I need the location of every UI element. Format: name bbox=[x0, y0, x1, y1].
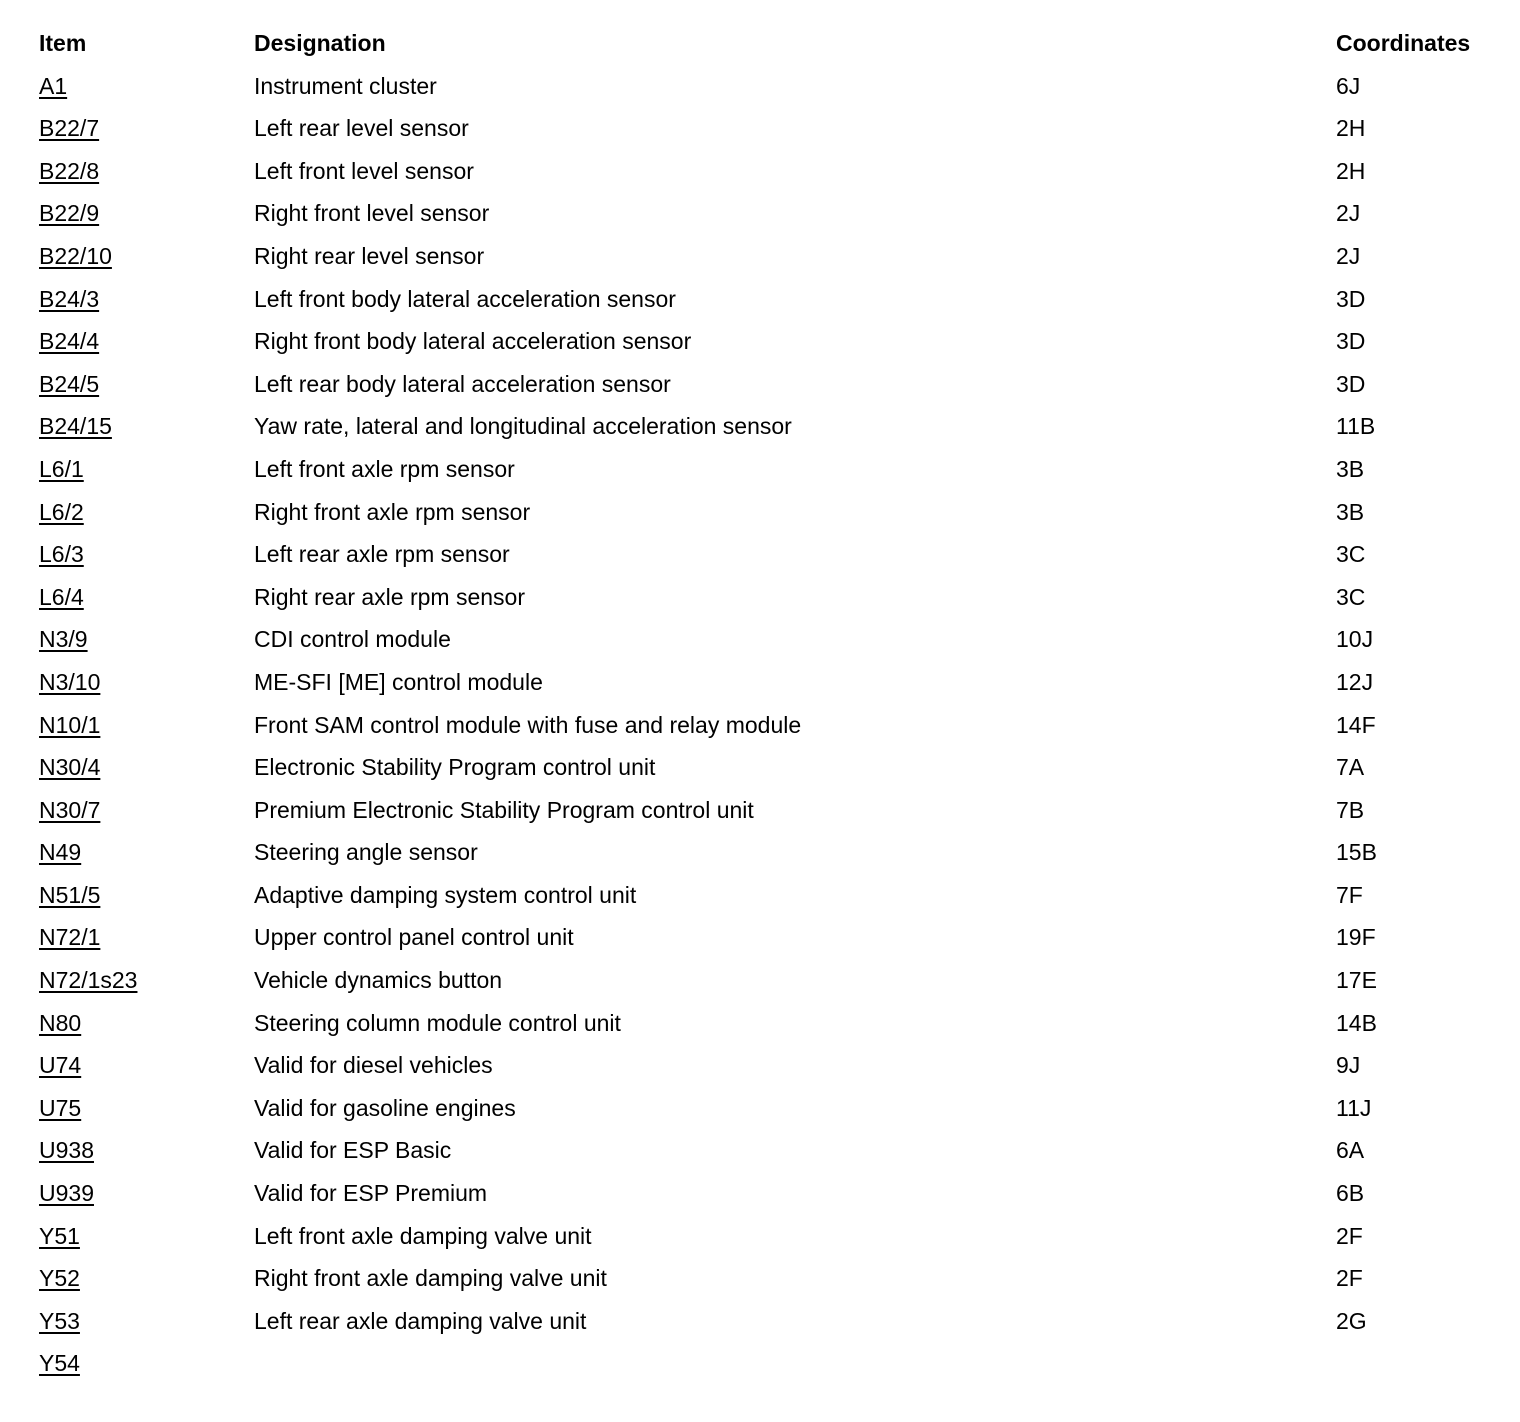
item-link[interactable]: B22/10 bbox=[39, 242, 112, 269]
table-row bbox=[0, 320, 1520, 363]
item-link[interactable]: N51/5 bbox=[39, 881, 101, 908]
table-row bbox=[0, 1129, 1520, 1172]
coordinates-text: 7B bbox=[1336, 796, 1365, 823]
designation-text: Left rear axle damping valve unit bbox=[254, 1307, 587, 1334]
designation-text: Left rear axle rpm sensor bbox=[254, 541, 510, 568]
coordinates-text: 14F bbox=[1336, 711, 1376, 738]
coordinates-text: 2G bbox=[1336, 1307, 1367, 1334]
designation-text: Right rear level sensor bbox=[254, 242, 485, 269]
designation-text: Valid for ESP Premium bbox=[254, 1180, 488, 1207]
designation-text: Electronic Stability Program control unit bbox=[254, 754, 656, 781]
item-link[interactable]: B22/8 bbox=[39, 157, 100, 184]
designation-text: Premium Electronic Stability Program control unit bbox=[254, 796, 754, 823]
item-link[interactable]: B22/9 bbox=[39, 200, 100, 227]
table-row bbox=[0, 831, 1520, 874]
item-link[interactable]: U75 bbox=[39, 1094, 82, 1121]
item-link[interactable]: U938 bbox=[39, 1137, 94, 1164]
coordinates-text: 11J bbox=[1336, 1094, 1372, 1121]
designation-text: Front SAM control module with fuse and relay module bbox=[254, 711, 802, 738]
item-link[interactable]: B24/4 bbox=[39, 328, 100, 355]
designation-text: Adaptive damping system control unit bbox=[254, 881, 637, 908]
coordinates-text: 3B bbox=[1336, 498, 1365, 525]
table-row bbox=[0, 1300, 1520, 1343]
coordinates-text: 11B bbox=[1336, 413, 1376, 440]
table-row bbox=[0, 1002, 1520, 1045]
item-link[interactable]: B24/15 bbox=[39, 413, 112, 440]
table-row bbox=[0, 1257, 1520, 1300]
item-link[interactable]: N3/9 bbox=[39, 626, 88, 653]
coordinates-text: 14B bbox=[1336, 1009, 1377, 1036]
table-row bbox=[0, 746, 1520, 789]
table-row bbox=[0, 661, 1520, 704]
item-link[interactable]: L6/3 bbox=[39, 541, 84, 568]
table-row bbox=[0, 874, 1520, 917]
coordinates-text: 3C bbox=[1336, 541, 1366, 568]
table-row bbox=[0, 65, 1520, 108]
item-link[interactable]: L6/4 bbox=[39, 583, 84, 610]
coordinates-text: 2F bbox=[1336, 1265, 1363, 1292]
table-row bbox=[0, 1087, 1520, 1130]
table-row bbox=[0, 1172, 1520, 1215]
designation-text: Right front level sensor bbox=[254, 200, 490, 227]
coordinates-text: 2H bbox=[1336, 157, 1366, 184]
designation-text: Left rear body lateral acceleration sensor bbox=[254, 370, 671, 397]
table-body bbox=[0, 65, 1520, 1385]
coordinates-text: 10J bbox=[1336, 626, 1374, 653]
item-link[interactable]: L6/2 bbox=[39, 498, 84, 525]
item-link[interactable]: Y54 bbox=[39, 1350, 80, 1377]
coordinates-text: 3D bbox=[1336, 328, 1366, 355]
table-row bbox=[0, 405, 1520, 448]
item-link[interactable]: U939 bbox=[39, 1180, 94, 1207]
header-coordinates: Coordinates bbox=[1336, 30, 1471, 56]
table-row bbox=[0, 1044, 1520, 1087]
coordinates-text: 9J bbox=[1336, 1052, 1361, 1079]
designation-text: Right rear axle rpm sensor bbox=[254, 583, 525, 610]
designation-text: Steering column module control unit bbox=[254, 1009, 621, 1036]
designation-text: Valid for gasoline engines bbox=[254, 1094, 516, 1121]
coordinates-text: 2H bbox=[1336, 115, 1366, 142]
coordinates-text: 7F bbox=[1336, 881, 1363, 908]
table-row bbox=[0, 278, 1520, 321]
coordinates-text: 19F bbox=[1336, 924, 1376, 951]
table-row bbox=[0, 576, 1520, 619]
coordinates-text: 3C bbox=[1336, 583, 1366, 610]
item-link[interactable]: N80 bbox=[39, 1009, 82, 1036]
coordinates-text: 3D bbox=[1336, 285, 1366, 312]
item-link[interactable]: B24/5 bbox=[39, 370, 100, 397]
coordinates-text: 6A bbox=[1336, 1137, 1365, 1164]
table-header-row bbox=[0, 22, 1520, 65]
designation-text: Valid for ESP Basic bbox=[254, 1137, 452, 1164]
table-row bbox=[0, 1342, 1520, 1385]
designation-text: Right front axle rpm sensor bbox=[254, 498, 531, 525]
designation-text: Left front level sensor bbox=[254, 157, 474, 184]
coordinates-text: 2F bbox=[1336, 1222, 1363, 1249]
coordinates-text: 7A bbox=[1336, 754, 1365, 781]
designation-text: Left front axle rpm sensor bbox=[254, 455, 515, 482]
coordinates-text: 6J bbox=[1336, 72, 1361, 99]
designation-text: ME-SFI [ME] control module bbox=[254, 668, 543, 695]
component-legend-table bbox=[0, 22, 1520, 1385]
designation-text: CDI control module bbox=[254, 626, 451, 653]
item-link[interactable]: Y51 bbox=[39, 1222, 80, 1249]
table-row bbox=[0, 789, 1520, 832]
table-row bbox=[0, 618, 1520, 661]
table-row bbox=[0, 192, 1520, 235]
coordinates-text: 3B bbox=[1336, 455, 1365, 482]
table-row bbox=[0, 363, 1520, 406]
item-link[interactable]: B22/7 bbox=[39, 115, 100, 142]
item-link[interactable]: A1 bbox=[39, 72, 68, 99]
coordinates-text: 15B bbox=[1336, 839, 1377, 866]
coordinates-text: 3D bbox=[1336, 370, 1366, 397]
item-link[interactable]: U74 bbox=[39, 1052, 82, 1079]
coordinates-text: 17E bbox=[1336, 967, 1377, 994]
table-row bbox=[0, 448, 1520, 491]
designation-text: Right front body lateral acceleration sensor bbox=[254, 328, 692, 355]
item-link[interactable]: N3/10 bbox=[39, 668, 101, 695]
designation-text: Left front axle damping valve unit bbox=[254, 1222, 592, 1249]
designation-text: Valid for diesel vehicles bbox=[254, 1052, 493, 1079]
table-row bbox=[0, 491, 1520, 534]
table-row bbox=[0, 107, 1520, 150]
coordinates-text: 2J bbox=[1336, 200, 1361, 227]
coordinates-text: 12J bbox=[1336, 668, 1374, 695]
table-row bbox=[0, 959, 1520, 1002]
designation-text: Left rear level sensor bbox=[254, 115, 469, 142]
item-link[interactable]: N30/7 bbox=[39, 796, 101, 823]
header-designation: Designation bbox=[254, 30, 386, 56]
item-link[interactable]: N72/1s23 bbox=[39, 967, 138, 994]
coordinates-text: 6B bbox=[1336, 1180, 1365, 1207]
designation-text: Right front axle damping valve unit bbox=[254, 1265, 607, 1292]
designation-text: Left front body lateral acceleration sensor bbox=[254, 285, 676, 312]
item-link[interactable]: N30/4 bbox=[39, 754, 101, 781]
table-row bbox=[0, 150, 1520, 193]
item-link[interactable]: N49 bbox=[39, 839, 82, 866]
table-row bbox=[0, 1215, 1520, 1258]
designation-text: Steering angle sensor bbox=[254, 839, 478, 866]
designation-text: Vehicle dynamics button bbox=[254, 967, 503, 994]
table-row bbox=[0, 533, 1520, 576]
item-link[interactable]: L6/1 bbox=[39, 455, 84, 482]
table-row bbox=[0, 916, 1520, 959]
item-link[interactable]: B24/3 bbox=[39, 285, 100, 312]
coordinates-text: 2J bbox=[1336, 242, 1361, 269]
table-row bbox=[0, 704, 1520, 747]
item-link[interactable]: Y53 bbox=[39, 1307, 80, 1334]
table-row bbox=[0, 235, 1520, 278]
designation-text: Instrument cluster bbox=[254, 72, 437, 99]
item-link[interactable]: Y52 bbox=[39, 1265, 80, 1292]
header-item: Item bbox=[39, 30, 87, 56]
designation-text: Yaw rate, lateral and longitudinal acceleration sensor bbox=[254, 413, 792, 440]
item-link[interactable]: N72/1 bbox=[39, 924, 101, 951]
item-link[interactable]: N10/1 bbox=[39, 711, 101, 738]
designation-text: Upper control panel control unit bbox=[254, 924, 574, 951]
